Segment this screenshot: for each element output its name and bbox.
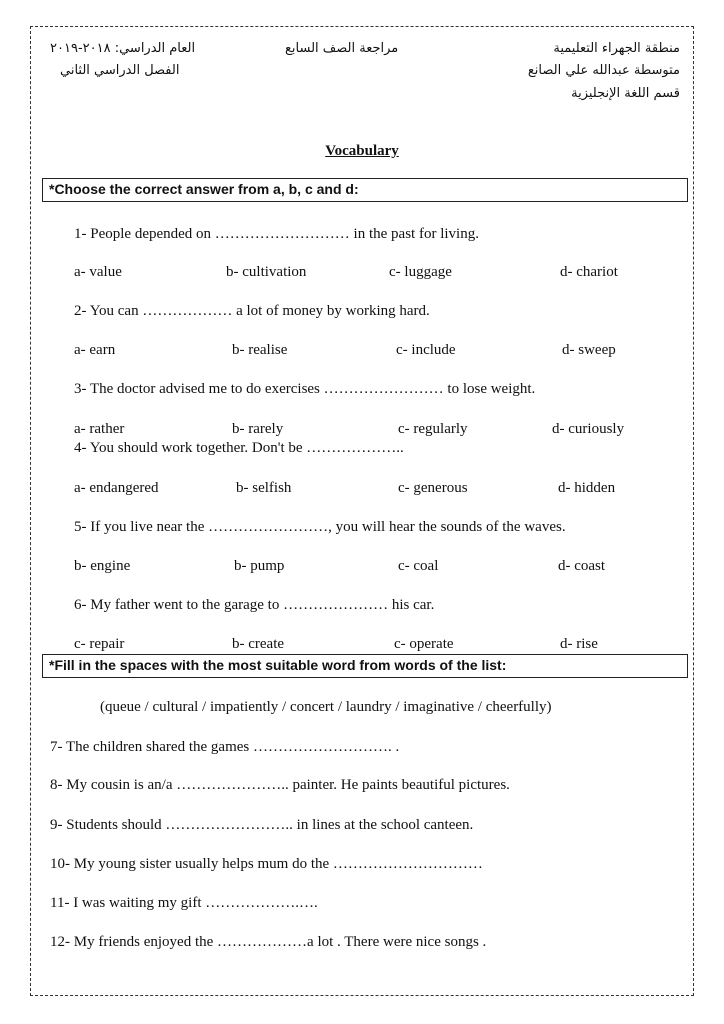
q1-option-a: a- value — [74, 264, 122, 280]
q5-option-c: c- coal — [398, 558, 439, 574]
q6-option-b: b- create — [232, 636, 285, 652]
word-list: (queue / cultural / impatiently / concert / laundry / imaginative / cheerfully) — [100, 699, 552, 715]
question-6: 6- My father went to the garage to ………………… his car. — [74, 597, 435, 613]
q5-option-b: b- pump — [234, 558, 285, 574]
q6-option-a: c- repair — [74, 636, 125, 652]
header-semester: الفصل الدراسي الثاني — [60, 63, 180, 78]
question-3: 3- The doctor advised me to do exercises …………………… to lose weight. — [74, 381, 536, 397]
sentence-8: 8- My cousin is an/a ………………….. painter. He paints beautiful pictures. — [50, 777, 510, 793]
header-school: متوسطة عبدالله علي الصانع — [527, 63, 680, 78]
question-5: 5- If you live near the ……………………, you will hear the sounds of the waves. — [74, 519, 566, 535]
header-academic-year: العام الدراسي: ٢٠١٨-٢٠١٩ — [50, 41, 196, 56]
q5-option-d: d- coast — [558, 558, 606, 574]
q2-option-b: b- realise — [232, 342, 288, 358]
q4-option-a: a- endangered — [74, 480, 159, 496]
header-review-title: مراجعة الصف السابع — [285, 41, 399, 56]
q6-option-d: d- rise — [560, 636, 598, 652]
question-1: 1- People depended on ……………………… in the past for living. — [74, 226, 479, 242]
q3-option-c: c- regularly — [398, 421, 468, 437]
q4-option-b: b- selfish — [236, 480, 292, 496]
question-2: 2- You can ……………… a lot of money by working hard. — [74, 303, 430, 319]
q5-option-a: b- engine — [74, 558, 131, 574]
header-department: قسم اللغة الإنجليزية — [571, 86, 680, 101]
page-title: Vocabulary — [325, 143, 399, 159]
q3-option-a: a- rather — [74, 421, 125, 437]
q6-option-c: c- operate — [394, 636, 454, 652]
sentence-10: 10- My young sister usually helps mum do the ………………………… — [50, 856, 483, 872]
q1-option-d: d- chariot — [560, 264, 618, 280]
question-4: 4- You should work together. Don't be ……………….. — [74, 440, 404, 456]
sentence-12: 12- My friends enjoyed the ………………a lot . There were nice songs . — [50, 934, 487, 950]
header-district: منطقة الجهراء التعليمية — [553, 41, 680, 56]
q2-option-d: d- sweep — [562, 342, 616, 358]
q3-option-d: d- curiously — [552, 421, 625, 437]
sentence-11: 11- I was waiting my gift ……………….…. — [50, 895, 318, 911]
q4-option-d: d- hidden — [558, 480, 616, 496]
section-heading-choose: *Choose the correct answer from a, b, c and d: — [42, 178, 688, 202]
sentence-7: 7- The children shared the games ………………………. . — [50, 739, 400, 755]
q1-option-b: b- cultivation — [226, 264, 307, 280]
q2-option-c: c- include — [396, 342, 456, 358]
page-border — [30, 26, 694, 996]
section-heading-fill: *Fill in the spaces with the most suitable word from words of the list: — [42, 654, 688, 678]
q2-option-a: a- earn — [74, 342, 116, 358]
sentence-9: 9- Students should …………………….. in lines at the school canteen. — [50, 817, 474, 833]
q3-option-b: b- rarely — [232, 421, 284, 437]
q1-option-c: c- luggage — [389, 264, 452, 280]
q4-option-c: c- generous — [398, 480, 468, 496]
